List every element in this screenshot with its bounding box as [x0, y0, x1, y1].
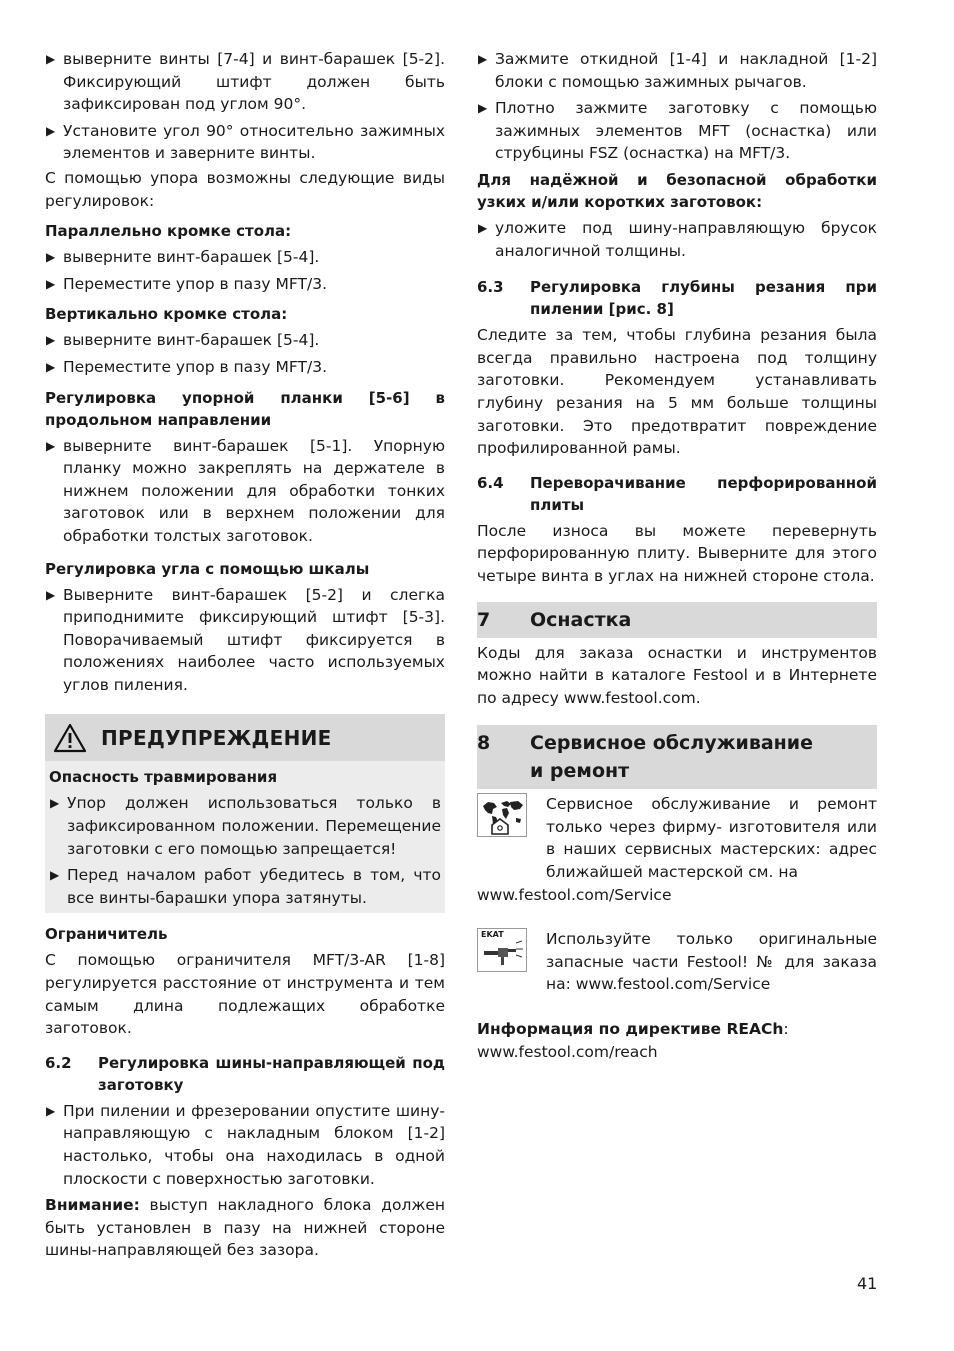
- list-item: ▶ Выверните винт-барашек [5-2] и слегка приподнимите фиксирующий штифт [5-3]. Поворачиваемый штифт фиксируется в положениях наиболее часто используемых углов пиления.: [45, 584, 445, 697]
- service-url[interactable]: www.festool.com/Service: [477, 885, 672, 904]
- list-item: ▶ Переместите упор в пазу MFT/3.: [45, 273, 445, 296]
- subheading-vertical: Вертикально кромке стола:: [45, 305, 288, 324]
- section-number: 6.2: [45, 1053, 72, 1072]
- list-item: ▶ выверните винт-барашек [5-4].: [45, 329, 445, 352]
- subheading-parallel: Параллельно кромке стола:: [45, 222, 292, 241]
- paragraph: После износа вы можете перевернуть перфорированную плиту. Выверните для этого четыре винта в углах на нижней стороне стола.: [477, 521, 877, 585]
- section-heading-6-2: [45, 1052, 445, 1096]
- section-title: Переворачивание перфорированной плиты: [530, 473, 877, 514]
- world-service-icon: [477, 793, 527, 837]
- list-item: ▶ Установите угол 90° относительно зажимных элементов и заверните винты.: [45, 120, 445, 165]
- section-number: 6.3: [477, 278, 504, 297]
- page-number: 41: [857, 1274, 878, 1293]
- section-heading-6-4: [477, 472, 877, 516]
- reach-url[interactable]: www.festool.com/reach: [477, 1042, 658, 1061]
- list-item: ▶ Переместите упор в пазу MFT/3.: [45, 356, 445, 379]
- subheading-limiter: Ограничитель: [45, 925, 168, 944]
- section-number: 7: [477, 608, 491, 631]
- section-heading-6-3: [477, 276, 877, 320]
- ekat-label: EKAT: [481, 930, 504, 940]
- attention-label: Внимание:: [45, 1196, 140, 1215]
- reach-colon: :: [783, 1020, 789, 1039]
- attention-note: [45, 1194, 445, 1262]
- paragraph: Коды для заказа оснастки и инструментов можно найти в каталоге Festool и в Интернете по адресу www.festool.com.: [477, 643, 877, 707]
- list-item: ▶ выверните винт-барашек [5-1]. Упорную планку можно закреплять на держателе в нижнем положении для обработки тонких заготовок или в верхнем положении для обработки толстых заготовок.: [45, 435, 445, 548]
- reach-info: [477, 1018, 877, 1041]
- list-item: ▶ Зажмите откидной [1-4] и накладной [1-2] блоки с помощью зажимных рычагов.: [477, 48, 877, 93]
- list-item: ▶ выверните винт-барашек [5-4].: [45, 246, 445, 269]
- section-heading-7: [477, 602, 877, 638]
- list-item: ▶ Упор должен использоваться только в зафиксированном положении. Перемещение заготовки с его помощью запрещается!: [49, 792, 441, 860]
- warning-subtitle: Опасность травмирования: [49, 768, 278, 787]
- subheading-plank: Регулировка упорной планки [5-6] в продольном направлении: [45, 388, 445, 429]
- subheading-narrow: Для надёжной и безопасной обработки узких и/или коротких заготовок:: [477, 170, 877, 211]
- attention-text: выступ накладного блока должен быть установлен в пазу на нижней стороне шины-направляющей без зазора.: [45, 1196, 445, 1260]
- list-item: ▶ уложите под шину-направляющую брусок аналогичной толщины.: [477, 217, 877, 262]
- service-block: [477, 793, 877, 883]
- ekat-icon: [477, 928, 527, 972]
- right-column: [477, 48, 877, 1063]
- section-title: Сервисное обслуживание и ремонт: [530, 732, 813, 783]
- service-text: Сервисное обслуживание и ремонт только через фирму- изготовителя или в наших сервисных мастерских: адрес ближайшей мастерской см. на: [546, 795, 877, 882]
- paragraph: С помощью ограничителя MFT/3-AR [1-8] регулируется расстояние от инструмента и тем самым длина подлежащих обработке заготовок.: [45, 951, 445, 1038]
- paragraph: С помощью упора возможны следующие виды регулировок:: [45, 168, 445, 210]
- warning-title: ПРЕДУПРЕЖДЕНИЕ: [101, 725, 332, 750]
- list-item: ▶ Перед началом работ убедитесь в том, что все винты-барашки упора затянуты.: [49, 864, 441, 909]
- list-item: ▶ Плотно зажмите заготовку с помощью зажимных элементов MFT (оснастка) или струбцины FSZ (оснастка) на MFT/3.: [477, 97, 877, 165]
- warning-header: [45, 714, 445, 761]
- subheading-angle: Регулировка угла с помощью шкалы: [45, 559, 370, 578]
- spare-parts-text: Используйте только оригинальные запасные части Festool! № для заказа на: www.festool.com/Service: [546, 930, 877, 994]
- section-number: 8: [477, 732, 491, 755]
- list-item: ▶ вывернитe винты [7-4] и винт-барашек [5-2]. Фиксирующий штифт должен быть зафиксирован под углом 90°.: [45, 48, 445, 116]
- paragraph: Следите за тем, чтобы глубина резания была всегда правильно настроена под толщину заготовки. Рекомендуем устанавливать глубину резания на 5 мм больше толщины заготовки. Это предотвратит повреждение профилированной рамы.: [477, 326, 877, 458]
- section-title: Регулировка шины-направляющей под заготовку: [98, 1053, 445, 1094]
- spare-parts-block: [477, 928, 877, 996]
- section-title: Оснастка: [530, 608, 632, 631]
- left-column: [45, 48, 445, 1262]
- warning-triangle-icon: [53, 722, 87, 754]
- section-heading-8: [477, 725, 877, 789]
- list-item: ▶ При пилении и фрезеровании опустите шину-направляющую с накладным блоком [1-2] настолько, чтобы она находилась в одной плоскости с поверхностью заготовки.: [45, 1100, 445, 1190]
- warning-box: [45, 714, 445, 913]
- section-title: Регулировка глубины резания при пилении [рис. 8]: [530, 278, 877, 319]
- section-number: 6.4: [477, 473, 504, 492]
- reach-label: Информация по директиве REACh: [477, 1020, 784, 1039]
